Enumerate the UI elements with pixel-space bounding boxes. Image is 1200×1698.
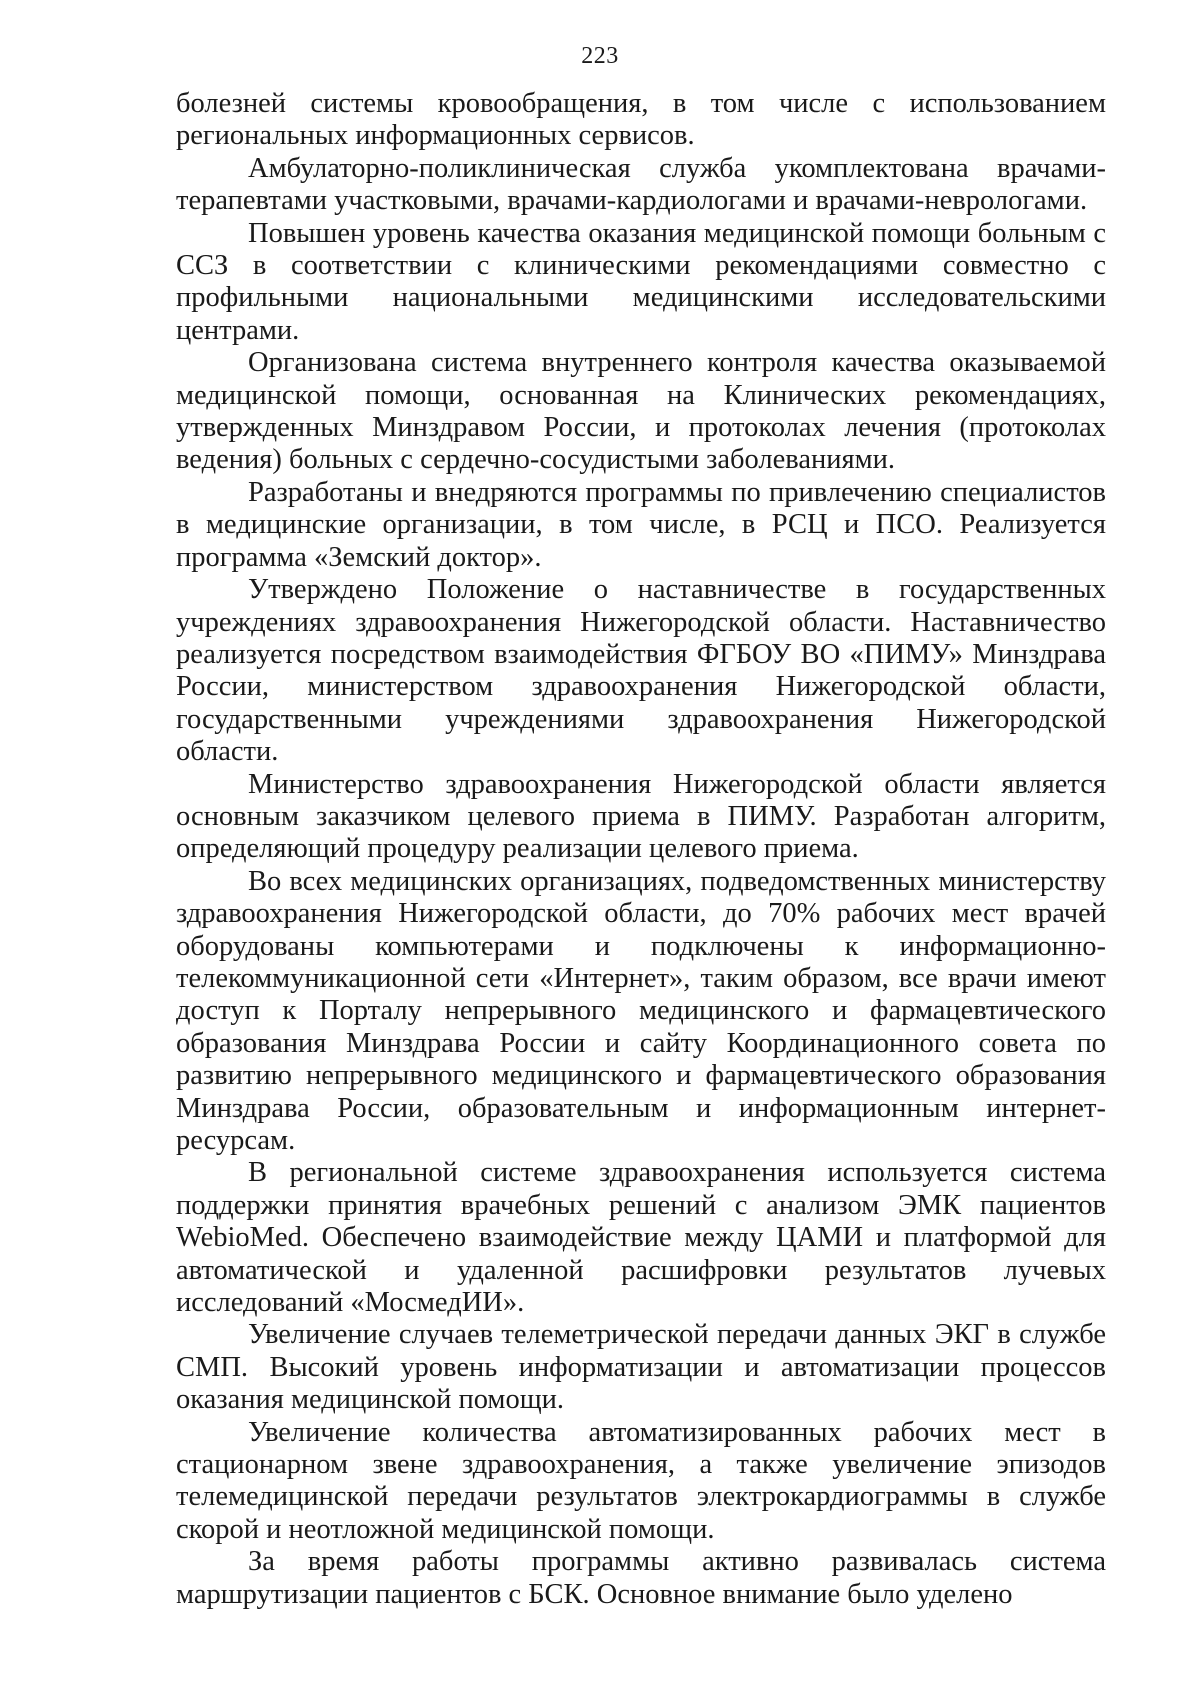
paragraph-8: Во всех медицинских организациях, подведомственных министерству здравоохранения Нижегородской области, до 70% рабочих мест врачей оборудованы компьютерами и подключены к информационно-телекоммуникационной сети «Интернет», таким образом, все врачи имеют доступ к Порталу непрерывного медицинского и фармацевтического образования Минздрава России и сайту Координационного совета по развитию непрерывного медицинского и фармацевтического образования Минздрава России, образовательным и информационным интернет-ресурсам. [176,865,1106,1156]
paragraph-1: болезней системы кровообращения, в том числе с использованием региональных информационных сервисов. [176,88,1106,152]
document-body [176,88,1106,1611]
page-number: 223 [581,43,619,69]
paragraph-3: Повышен уровень качества оказания медицинской помощи больным с ССЗ в соответствии с клиническими рекомендациями совместно с профильными национальными медицинскими исследовательскими центрами. [176,217,1106,346]
paragraph-6: Утверждено Положение о наставничестве в государственных учреждениях здравоохранения Нижегородской области. Наставничество реализуется посредством взаимодействия ФГБОУ ВО «ПИМУ» Минздрава России, министерством здравоохранения Нижегородской области, государственными учреждениями здравоохранения Нижегородской области. [176,574,1106,768]
paragraph-10: Увеличение случаев телеметрической передачи данных ЭКГ в службе СМП. Высокий уровень информатизации и автоматизации процессов оказания медицинской помощи. [176,1319,1106,1416]
paragraph-7: Министерство здравоохранения Нижегородской области является основным заказчиком целевого приема в ПИМУ. Разработан алгоритм, определяющий процедуру реализации целевого приема. [176,768,1106,865]
paragraph-12: За время работы программы активно развивалась система маршрутизации пациентов с БСК. Основное внимание было уделено [176,1546,1106,1610]
paragraph-11: Увеличение количества автоматизированных рабочих мест в стационарном звене здравоохранения, а также увеличение эпизодов телемедицинской передачи результатов электрокардиограммы в службе скорой и неотложной медицинской помощи. [176,1416,1106,1545]
paragraph-5: Разработаны и внедряются программы по привлечению специалистов в медицинские организации, в том числе, в РСЦ и ПСО. Реализуется программа «Земский доктор». [176,476,1106,573]
paragraph-9: В региональной системе здравоохранения используется система поддержки принятия врачебных решений с анализом ЭМК пациентов WebioMed. Обеспечено взаимодействие между ЦАМИ и платформой для автоматической и удаленной расшифровки результатов лучевых исследований «МосмедИИ». [176,1157,1106,1319]
paragraph-4: Организована система внутреннего контроля качества оказываемой медицинской помощи, основанная на Клинических рекомендациях, утвержденных Минздравом России, и протоколах лечения (протоколах ведения) больных с сердечно-сосудистыми заболеваниями. [176,347,1106,476]
paragraph-2: Амбулаторно-поликлиническая служба укомплектована врачами-терапевтами участковыми, врачами-кардиологами и врачами-неврологами. [176,152,1106,217]
